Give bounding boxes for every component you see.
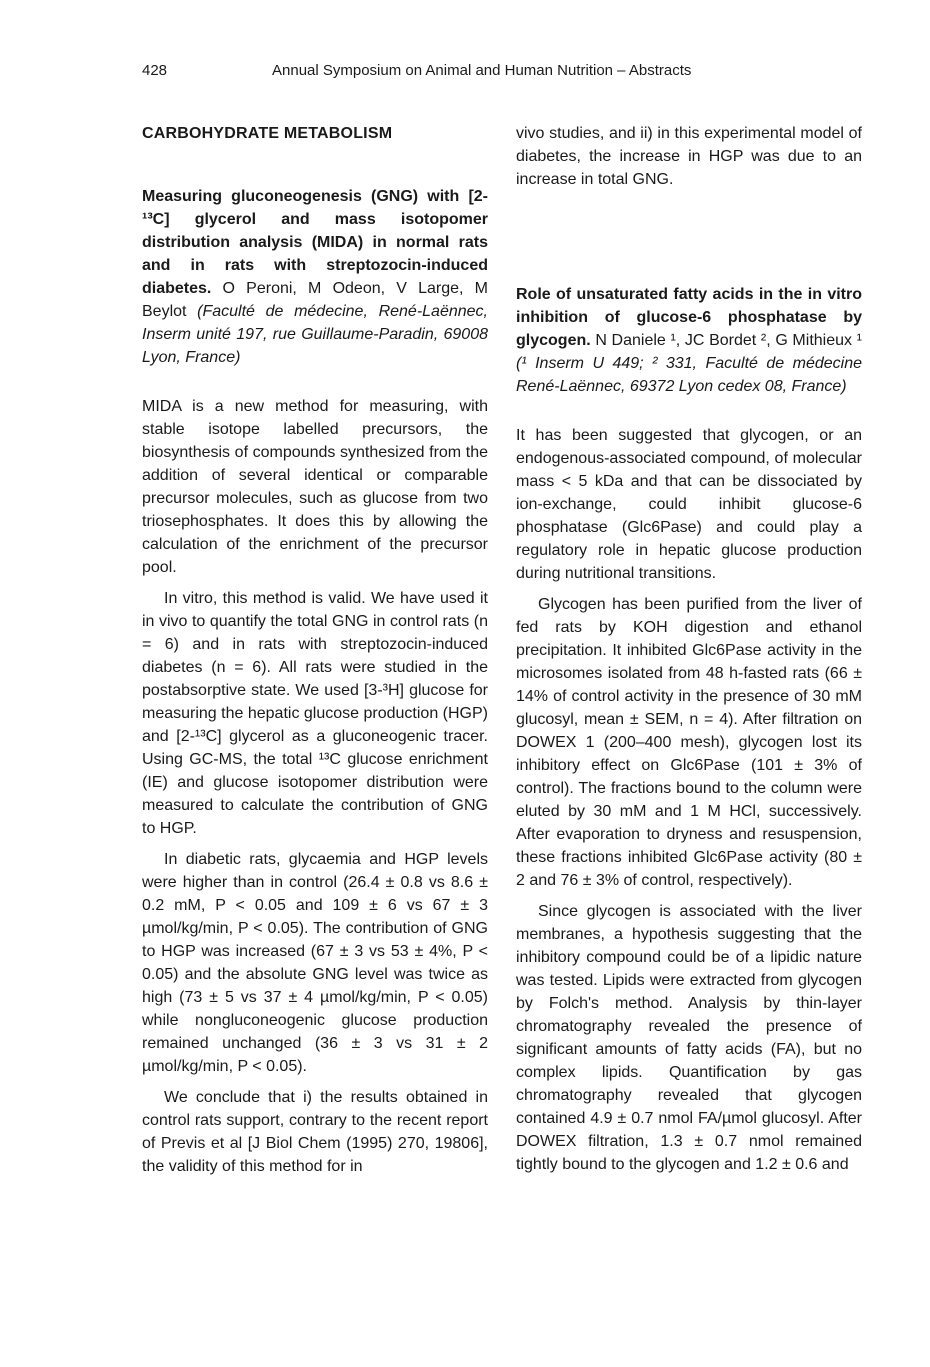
abstract1-paragraph: In diabetic rats, glycaemia and HGP levels were higher than in control (26.4 ± 0.8 vs 8.6 ± 0.2 mM, P < 0.05 and 109 ± 6 vs 67 ± 3 µmol/kg/min, P < 0.05). The contribution of GNG to HGP was increased (67 ± 3 vs 53 ± 4%, P < 0.05) and the absolute GNG level was twice as high (73 ± 5 vs 37 ± 4 µmol/kg/min, P < 0.05) while nongluconeogenic glucose production remained unchanged (36 ± 3 vs 31 ± 2 µmol/kg/min, P < 0.05). — [142, 851, 488, 1075]
abstract1-title: Measuring gluconeogenesis (GNG) with [2-¹³C] glycerol and mass isotopomer distribution analysis (MIDA) in normal rats and in rats with streptozocin-induced diabetes. — [142, 188, 488, 297]
abstract1-affiliation: (Faculté de médecine, René-Laënnec, Inserm unité 197, rue Guillaume-Paradin, 69008 Lyon, France) — [142, 303, 488, 366]
abstract2-paragraph: Glycogen has been purified from the liver of fed rats by KOH digestion and ethanol precipitation. It inhibited Glc6Pase activity in the microsomes isolated from 48 h-fasted rats (66 ± 14% of control activity in the presence of 30 mM glucosyl, mean ± SEM, n = 4). After filtration on DOWEX 1 (200–400 mesh), glycogen lost its inhibitory effect on Glc6Pase (101 ± 3% of control). The fractions bound to the column were eluted by 30 mM and 1 M HCl, successively. After evaporation to dryness and resuspension, these fractions inhibited Glc6Pase activity (80 ± 2 and 76 ± 3% of control, respectively). — [516, 596, 862, 889]
section-heading: CARBOHYDRATE METABOLISM — [142, 125, 393, 142]
abstract2-title: Role of unsaturated fatty acids in the in vitro inhibition of glucose-6 phosphatase by glycogen. — [516, 286, 862, 349]
journal-title: Annual Symposium on Animal and Human Nutrition – Abstracts — [272, 62, 692, 79]
abstract2-authors: N Daniele ¹, JC Bordet ², G Mithieux ¹ — [595, 332, 862, 349]
abstract2-header — [516, 283, 862, 398]
left-column — [142, 122, 488, 1178]
continuation-spacer-2 — [516, 191, 862, 283]
abstract1-header — [142, 185, 488, 369]
abstract2-paragraph: It has been suggested that glycogen, or an endogenous-associated compound, of molecular mass < 5 kDa and that can be dissociated by ion-exchange, could inhibit glucose-6 phosphatase (Glc6Pase) and could play a regulatory role in hepatic glucose production during nutritional transitions. — [516, 427, 862, 582]
abstract1-paragraph: We conclude that i) the results obtained in control rats support, contrary to the recent report of Previs et al [J Biol Chem (1995) 270, 19806], the validity of this method for in — [142, 1089, 488, 1175]
page-number: 428 — [142, 62, 168, 79]
abstract2-paragraph: Since glycogen is associated with the liver membranes, a hypothesis suggesting that the inhibitory compound could be of a lipidic nature was tested. Lipids were extracted from glycogen by Folch's method. Analysis by thin-layer chromatography revealed the presence of significant amounts of fatty acids (FA), but no complex lipids. Quantification by gas chromatography revealed that glycogen contained 4.9 ± 0.7 nmol FA/µmol glucosyl. After DOWEX filtration, 1.3 ± 0.7 nmol remained tightly bound to the glycogen and 1.2 ± 0.6 and — [516, 903, 862, 1173]
abstract1-paragraph: In vitro, this method is valid. We have used it in vivo to quantify the total GNG in control rats (n = 6) and in rats with streptozocin-induced diabetes (n = 6). All rats were studied in the postabsorptive state. We used [3-³H] glucose for measuring the hepatic glucose production (HGP) and [2-¹³C] glycerol as a gluconeogenic tracer. Using GC-MS, the total ¹³C glucose enrichment (IE) and glucose isotopomer distribution were measured to calculate the contribution of GNG to HGP. — [142, 590, 488, 837]
running-header — [142, 62, 858, 86]
abstract2-affiliation: (¹ Inserm U 449; ² 331, Faculté de médecine René-Laënnec, 69372 Lyon cedex 08, France) — [516, 355, 862, 395]
right-column — [516, 122, 862, 1184]
abstract1-authors: O Peroni, M Odeon, V Large, M Beylot — [142, 280, 488, 320]
abstract1-paragraph: MIDA is a new method for measuring, with stable isotope labelled precursors, the biosynthesis of compounds synthesized from the addition of several identical or comparable precursor molecules, such as glucose from two triosephosphates. It does this by allowing the calculation of the enrichment of the precursor pool. — [142, 398, 488, 576]
abstract1-paragraph-continuation: vivo studies, and ii) in this experimental model of diabetes, the increase in HGP was due to an increase in total GNG. — [516, 125, 862, 188]
